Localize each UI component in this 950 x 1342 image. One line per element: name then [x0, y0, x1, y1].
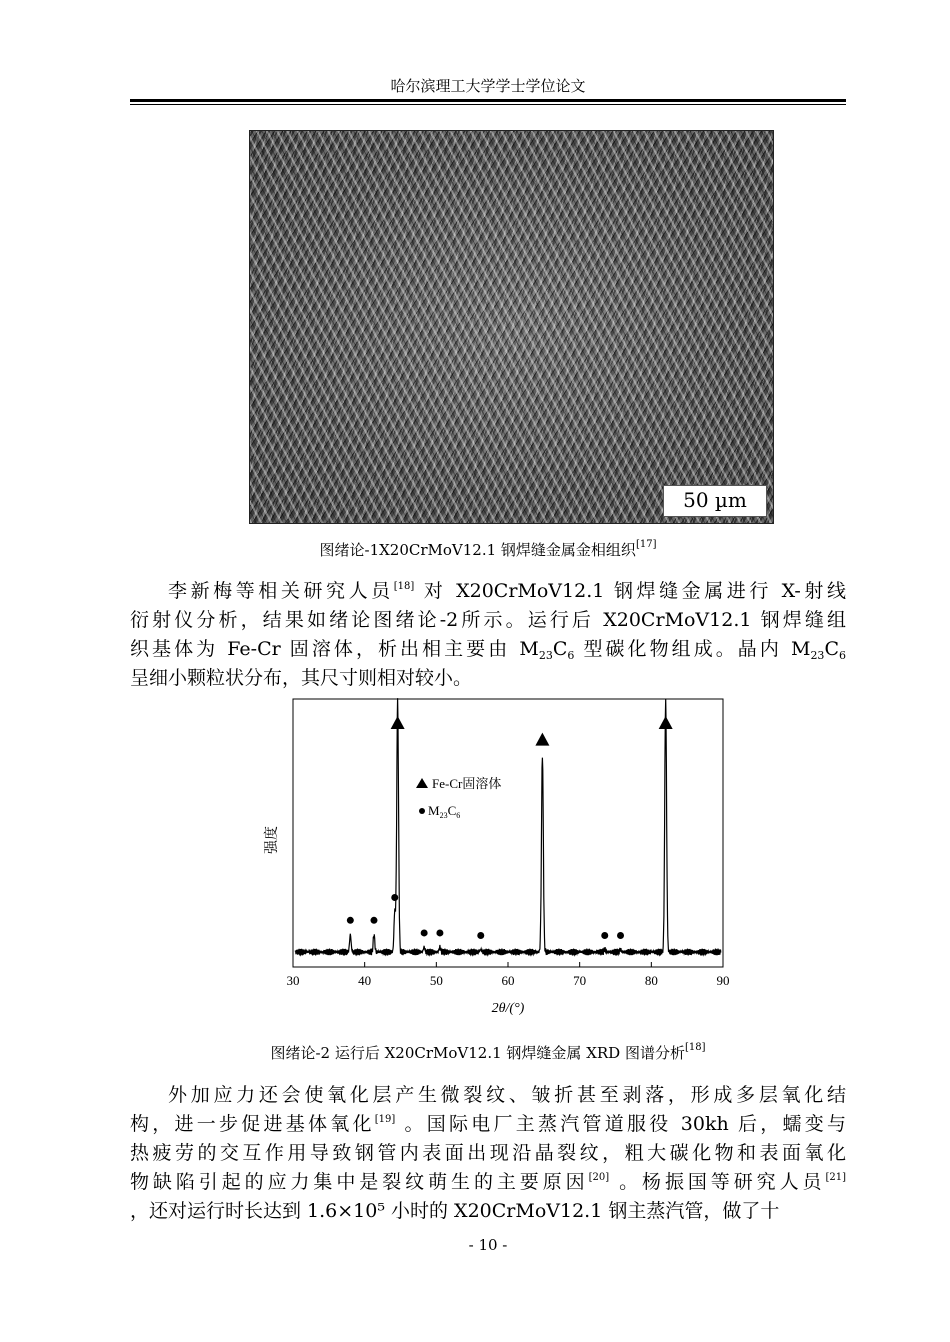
paragraph-2 [130, 1081, 846, 1226]
m23c6-peak-circle-icon [617, 932, 624, 939]
fecr-peak-triangle-icon [659, 716, 673, 729]
legend-c: C [447, 803, 457, 818]
fecr-peak-triangle-icon [391, 716, 405, 729]
para1-line2: 衍射仪分析，结果如绪论图绪论-2所示。运行后 X20CrMoV12.1 钢焊缝组 [130, 609, 846, 631]
m23c6-peak-circle-icon [347, 917, 354, 924]
para2-ref-21: [21] [825, 1172, 846, 1183]
y-axis-label: 强度 [265, 826, 280, 854]
m23c6-peak-circle-icon [421, 929, 428, 936]
x-tick-label: 40 [358, 973, 372, 988]
para1-line3-b: 型碳化物组成。晶内 M [574, 638, 811, 660]
legend-circle-icon [419, 808, 425, 814]
sub-23-b: 23 [810, 649, 825, 662]
m23c6-peak-circle-icon [436, 929, 443, 936]
micrograph-image [249, 130, 774, 524]
para1-line4: 呈细小颗粒状分布，其尺寸则相对较小。 [130, 667, 473, 689]
legend-sub23: 23 [439, 811, 448, 820]
x-tick-label: 90 [716, 973, 730, 988]
para1-text-b: 对 X20CrMoV12.1 钢焊缝金属进行 X-射线 [414, 580, 846, 602]
para1-line1 [130, 577, 846, 606]
para2-line2-a: 构，进一步促进基体氧化 [130, 1113, 375, 1135]
para1-line3-a: 织基体为 Fe-Cr 固溶体，析出相主要由 M [130, 638, 539, 660]
x-ticks [287, 962, 730, 988]
sub-23: 23 [538, 649, 553, 662]
legend-m: M [428, 803, 440, 818]
xrd-chart [240, 690, 740, 1030]
legend-triangle-icon [416, 778, 428, 788]
running-header: 哈尔滨理工大学学士学位论文 [390, 77, 586, 95]
para1-line3 [130, 635, 846, 664]
sub-6: 6 [567, 649, 575, 662]
para2-line4-a: 物缺陷引起的应力集中是裂纹萌生的主要原因 [130, 1171, 589, 1193]
para2-line4 [130, 1168, 846, 1197]
scale-bar: 50 µm [663, 485, 767, 517]
x-tick-label: 80 [644, 973, 658, 988]
xrd-series-line [295, 698, 721, 955]
header-rule-thin [130, 104, 846, 105]
sub-6-b: 6 [838, 649, 846, 662]
m23c6-peak-circle-icon [391, 894, 398, 901]
page-number: - 10 - [468, 1236, 508, 1254]
figure2-caption [130, 1043, 846, 1063]
figure2-caption-text: 图绪论-2 运行后 X20CrMoV12.1 钢焊缝金属 XRD 图谱分析 [270, 1044, 685, 1062]
para2-line2-b: 。国际电厂主蒸汽管道服役 30kh 后，蠕变与 [395, 1113, 846, 1135]
x-tick-label: 30 [286, 973, 300, 988]
para2-line2 [130, 1110, 846, 1139]
para1-ref-18: [18] [393, 581, 415, 592]
m23c6-peak-circle-icon [477, 932, 484, 939]
x-tick-label: 70 [573, 973, 587, 988]
c-letter: C [552, 638, 568, 660]
x-axis-label: 2θ/(°) [491, 1001, 525, 1016]
para2-ref-20: [20] [588, 1172, 610, 1183]
figure1-caption-ref: [17] [635, 539, 657, 550]
para2-line4-b: 。杨振国等研究人员 [609, 1171, 826, 1193]
x-tick-label: 60 [501, 973, 515, 988]
legend-label-m23c6 [428, 803, 460, 820]
x-tick-label: 50 [429, 973, 443, 988]
para2-line3: 热疲劳的交互作用导致钢管内表面出现沿晶裂纹，粗大碳化物和表面氧化 [130, 1142, 846, 1164]
header-rule-thick [130, 99, 846, 102]
legend-label-fecr: Fe-Cr固溶体 [432, 776, 502, 791]
para2-line1: 外加应力还会使氧化层产生微裂纹、皱折甚至剥落，形成多层氧化结 [168, 1084, 846, 1106]
paragraph-1 [130, 577, 846, 693]
para2-line5: ，还对运行时长达到 1.6×10⁵ 小时的 X20CrMoV12.1 钢主蒸汽管，做了十 [130, 1200, 780, 1222]
figure1-caption-text: 图绪论-1X20CrMoV12.1 钢焊缝金属金相组织 [319, 541, 636, 559]
para1-text-a: 李新梅等相关研究人员 [168, 580, 394, 602]
legend [416, 776, 501, 820]
figure1-caption [130, 540, 846, 560]
m23c6-peak-circle-icon [601, 932, 608, 939]
m23c6-peak-circle-icon [370, 917, 377, 924]
legend-sub6: 6 [456, 811, 461, 820]
c-letter-b: C [824, 638, 839, 660]
figure2-caption-ref: [18] [684, 1042, 706, 1053]
plot-frame [293, 699, 723, 967]
fecr-peak-triangle-icon [535, 733, 549, 746]
para2-ref-19: [19] [374, 1114, 396, 1125]
